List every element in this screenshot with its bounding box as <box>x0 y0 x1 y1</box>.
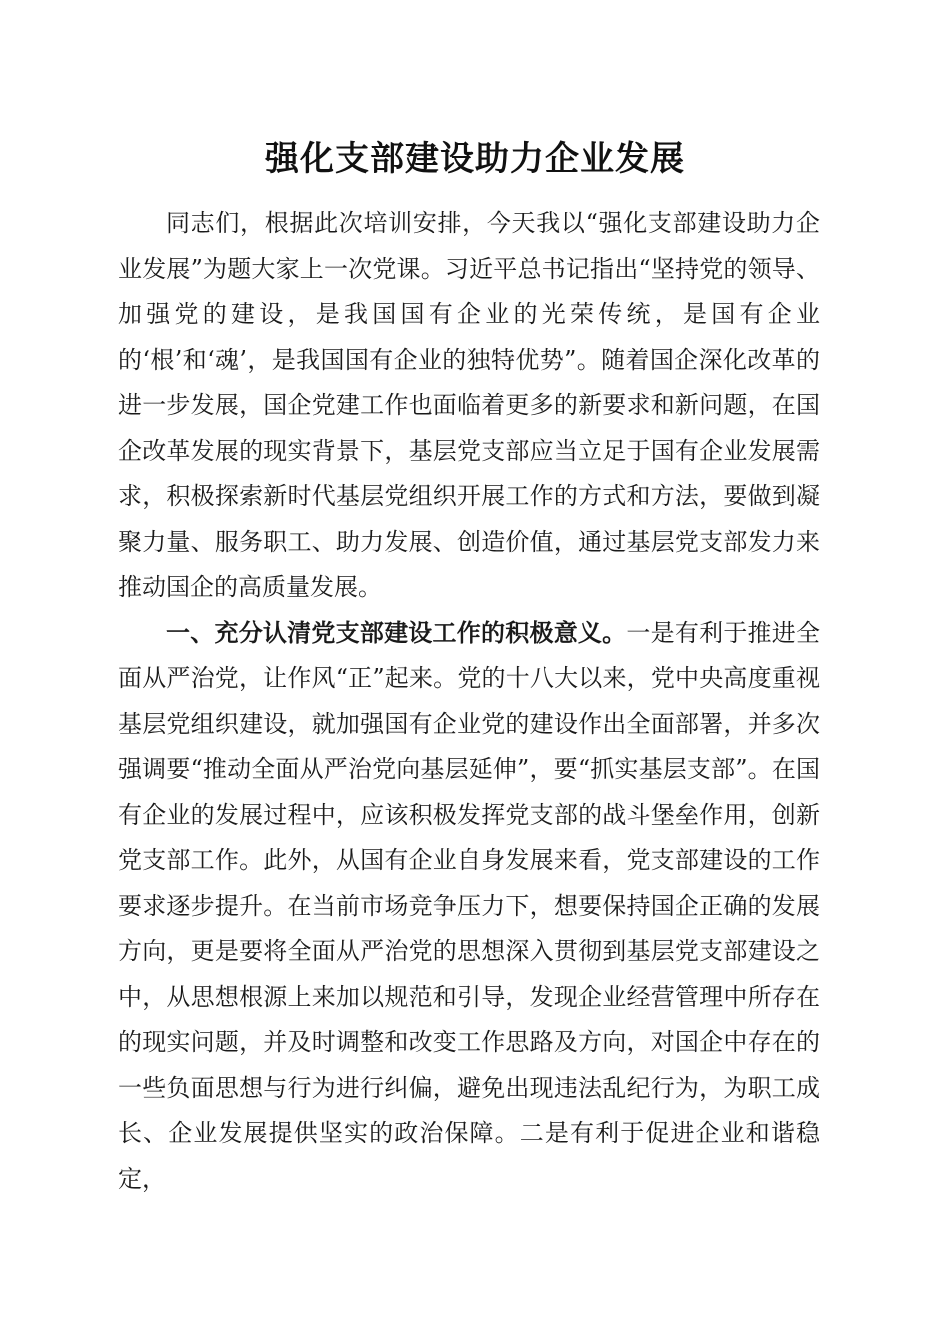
intro-paragraph: 同志们，根据此次培训安排，今天我以“强化支部建设助力企业发展”为题大家上一次党课。习近平总书记指出“坚持党的领导、加强党的建设，是我国国有企业的光荣传统，是国有企业的‘根’和‘魂’，是我国国有企业的独特优势”。随着国企深化改革的进一步发展，国企党建工作也面临着更多的新要求和新问题，在国企改革发展的现实背景下，基层党支部应当立足于国有企业发展需求，积极探索新时代基层党组织开展工作的方式和方法，要做到凝聚力量、服务职工、助力发展、创造价值，通过基层党支部发力来推动国企的高质量发展。 <box>118 209 820 601</box>
document-title: 强化支部建设助力企业发展 <box>265 139 685 179</box>
section-1-heading: 一、充分认清党支部建设工作的积极意义。 <box>166 618 627 647</box>
section-1-text: 一是有利于推进全面从严治党，让作风“正”起来。党的十八大以来，党中央高度重视基层党组织建设，就加强国有企业党的建设作出全面部署，并多次强调要“推动全面从严治党向基层延伸”，要“抓实基层支部”。在国有企业的发展过程中，应该积极发挥党支部的战斗堡垒作用，创新党支部工作。此外，从国有企业自身发展来看，党支部建设的工作要求逐步提升。在当前市场竞争压力下，想要保持国企正确的发展方向，更是要将全面从严治党的思想深入贯彻到基层党支部建设之中，从思想根源上来加以规范和引导，发现企业经营管理中所存在的现实问题，并及时调整和改变工作思路及方向，对国企中存在的一些负面思想与行为进行纠偏，避免出现违法乱纪行为，为职工成长、企业发展提供坚实的政治保障。二是有利于促进企业和谐稳定， <box>118 618 821 1193</box>
section-1-paragraph <box>118 611 820 1203</box>
document-body <box>118 201 820 1202</box>
